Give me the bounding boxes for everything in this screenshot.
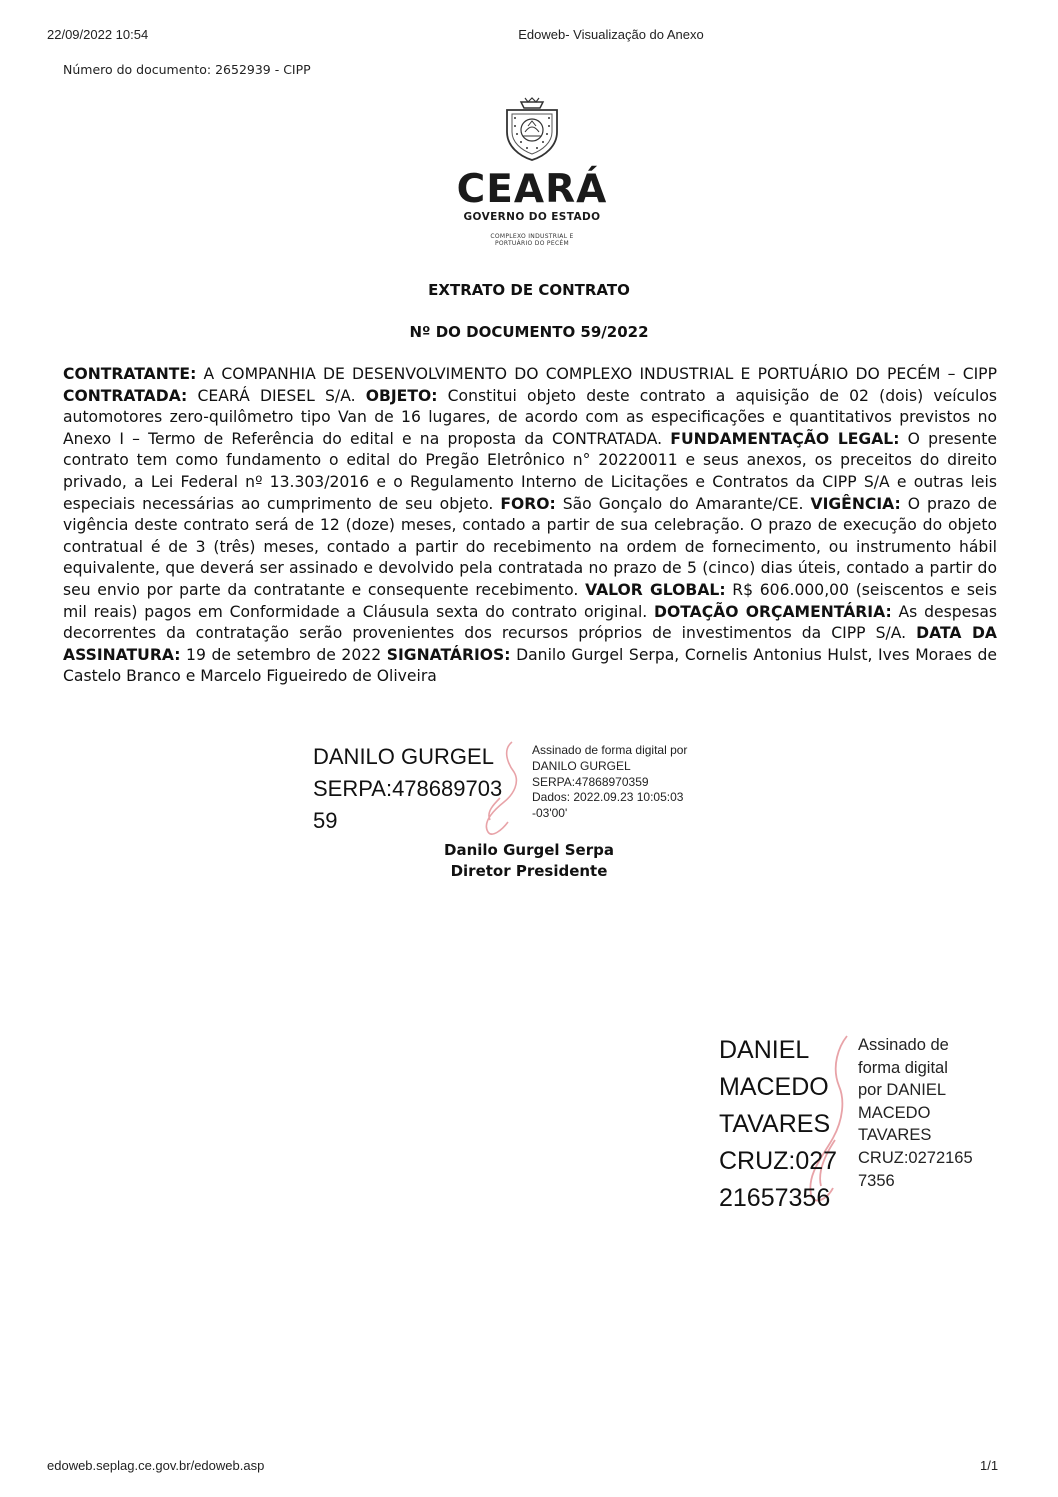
field-label: FORO: [500,494,556,513]
signature-name-line: TAVARES [719,1110,831,1138]
signature-name-line: 21657356 [719,1184,831,1212]
page-number: 1/1 [980,1458,999,1473]
signature-note-line: por DANIEL [858,1081,947,1100]
coat-of-arms-icon [499,96,565,162]
field-value: 19 de setembro de 2022 [180,645,387,664]
digital-signature-note [858,1034,998,1192]
document-number: Número do documento: 2652939 - CIPP [63,62,311,77]
print-datetime: 22/09/2022 10:54 [47,27,149,42]
signature-name-line: CRUZ:027 [719,1147,838,1175]
field-label: OBJETO: [365,386,438,405]
digital-signature-note [532,743,762,822]
ceara-government-logo [447,96,617,247]
field-label: CONTRATANTE: [63,365,197,383]
field-value: São Gonçalo do Amarante/CE. [555,494,811,513]
page-header-title: Edoweb- Visualização do Anexo [518,27,704,42]
field-value: R$ 606.000,00 (seiscentos e seis mil reais) pagos em Conformidade a Cláusula sexta do contrato original. [63,580,997,621]
signature-note-line: Dados: 2022.09.23 10:05:03 [532,790,684,805]
signature-note-line: TAVARES [858,1126,932,1145]
signature-note-line: DANILO GURGEL [532,758,631,773]
field-label: VIGÊNCIA: [810,494,901,513]
document-subtitle: Nº DO DOCUMENTO 59/2022 [409,323,649,341]
logo-small-line-2: PORTUÁRIO DO PECÉM [494,240,570,247]
signature-note-line: MACEDO [858,1103,931,1122]
signature-note-line: CRUZ:0272165 [858,1148,973,1167]
field-label: DATA DA ASSINATURA: [63,624,997,664]
signer-name: Danilo Gurgel Serpa [444,841,614,859]
field-value: O prazo de vigência deste contrato será de 12 (doze) meses, contado a partir de sua celebração. O prazo de execução do objeto contratual é de 3 (três) meses, contado a partir do recebimento na ordem de fornecimento, ou instrumento hábil equivalente, que deverá ser assinado e devolvido pela contratada no prazo de 5 (cinco) dias úteis, contado a partir do seu envio por parte da contratante e consequente recebimento. [63,494,997,599]
footer-url: edoweb.seplag.ce.gov.br/edoweb.asp [47,1458,265,1473]
signature-name-line: 59 [313,808,338,833]
signature-name-line: DANILO GURGEL [313,744,494,769]
field-label: SIGNATÁRIOS: [386,645,511,664]
signer-role: Diretor Presidente [450,862,608,880]
field-label: VALOR GLOBAL: [585,580,726,599]
digital-signature-name [719,1032,854,1217]
field-value: A COMPANHIA DE DESENVOLVIMENTO DO COMPLEXO INDUSTRIAL E PORTUÁRIO DO PECÉM – CIPP [196,365,997,383]
signature-name-line: DANIEL [719,1036,810,1064]
field-label: CONTRATADA: [63,386,188,405]
logo-wordmark: CEARÁ [456,167,608,212]
signature-note-line: 7356 [858,1171,895,1190]
digital-signature-name [313,741,533,837]
signature-note-line: Assinado de forma digital por [532,743,688,757]
logo-subtitle: GOVERNO DO ESTADO [463,211,601,223]
logo-small-line-1: COMPLEXO INDUSTRIAL E [490,233,574,240]
signature-note-line: -03'00' [532,806,568,821]
signature-name-line: SERPA:478689703 [313,776,503,801]
signature-name-line: MACEDO [719,1073,829,1101]
contract-summary-paragraph [63,364,997,688]
field-value: As despesas decorrentes da contratação serão provenientes dos recursos próprios de investimentos da CIPP S/A. [63,602,997,643]
field-value: Danilo Gurgel Serpa, Cornelis Antonius Hulst, Ives Moraes de Castelo Branco e Marcelo Figueiredo de Oliveira [63,645,997,686]
signature-note-line: forma digital [858,1058,948,1077]
field-label: FUNDAMENTAÇÃO LEGAL: [670,429,900,448]
field-value: O presente contrato tem como fundamento o edital do Pregão Eletrônico n° 20220011 e seus anexos, os preceitos do direito privado, a Lei Federal nº 13.303/2016 e o Regulamento Interno de Licitações e Contratos da CIPP S/A e outras leis especiais necessárias ao cumprimento de seu objeto. [63,429,997,513]
field-label: DOTAÇÃO ORÇAMENTÁRIA: [654,602,892,621]
document-title: EXTRATO DE CONTRATO [428,281,630,299]
signature-note-line: SERPA:47868970359 [532,774,649,789]
signature-note-line: Assinado de [858,1036,949,1054]
field-value: Constitui objeto deste contrato a aquisição de 02 (dois) veículos automotores zero-quilômetro tipo Van de 16 lugares, de acordo com as especificações e quantitativos previstos no Anexo I – Termo de Referência do edital e na proposta da CONTRATADA. [63,386,997,448]
field-value: CEARÁ DIESEL S/A. [187,386,366,405]
